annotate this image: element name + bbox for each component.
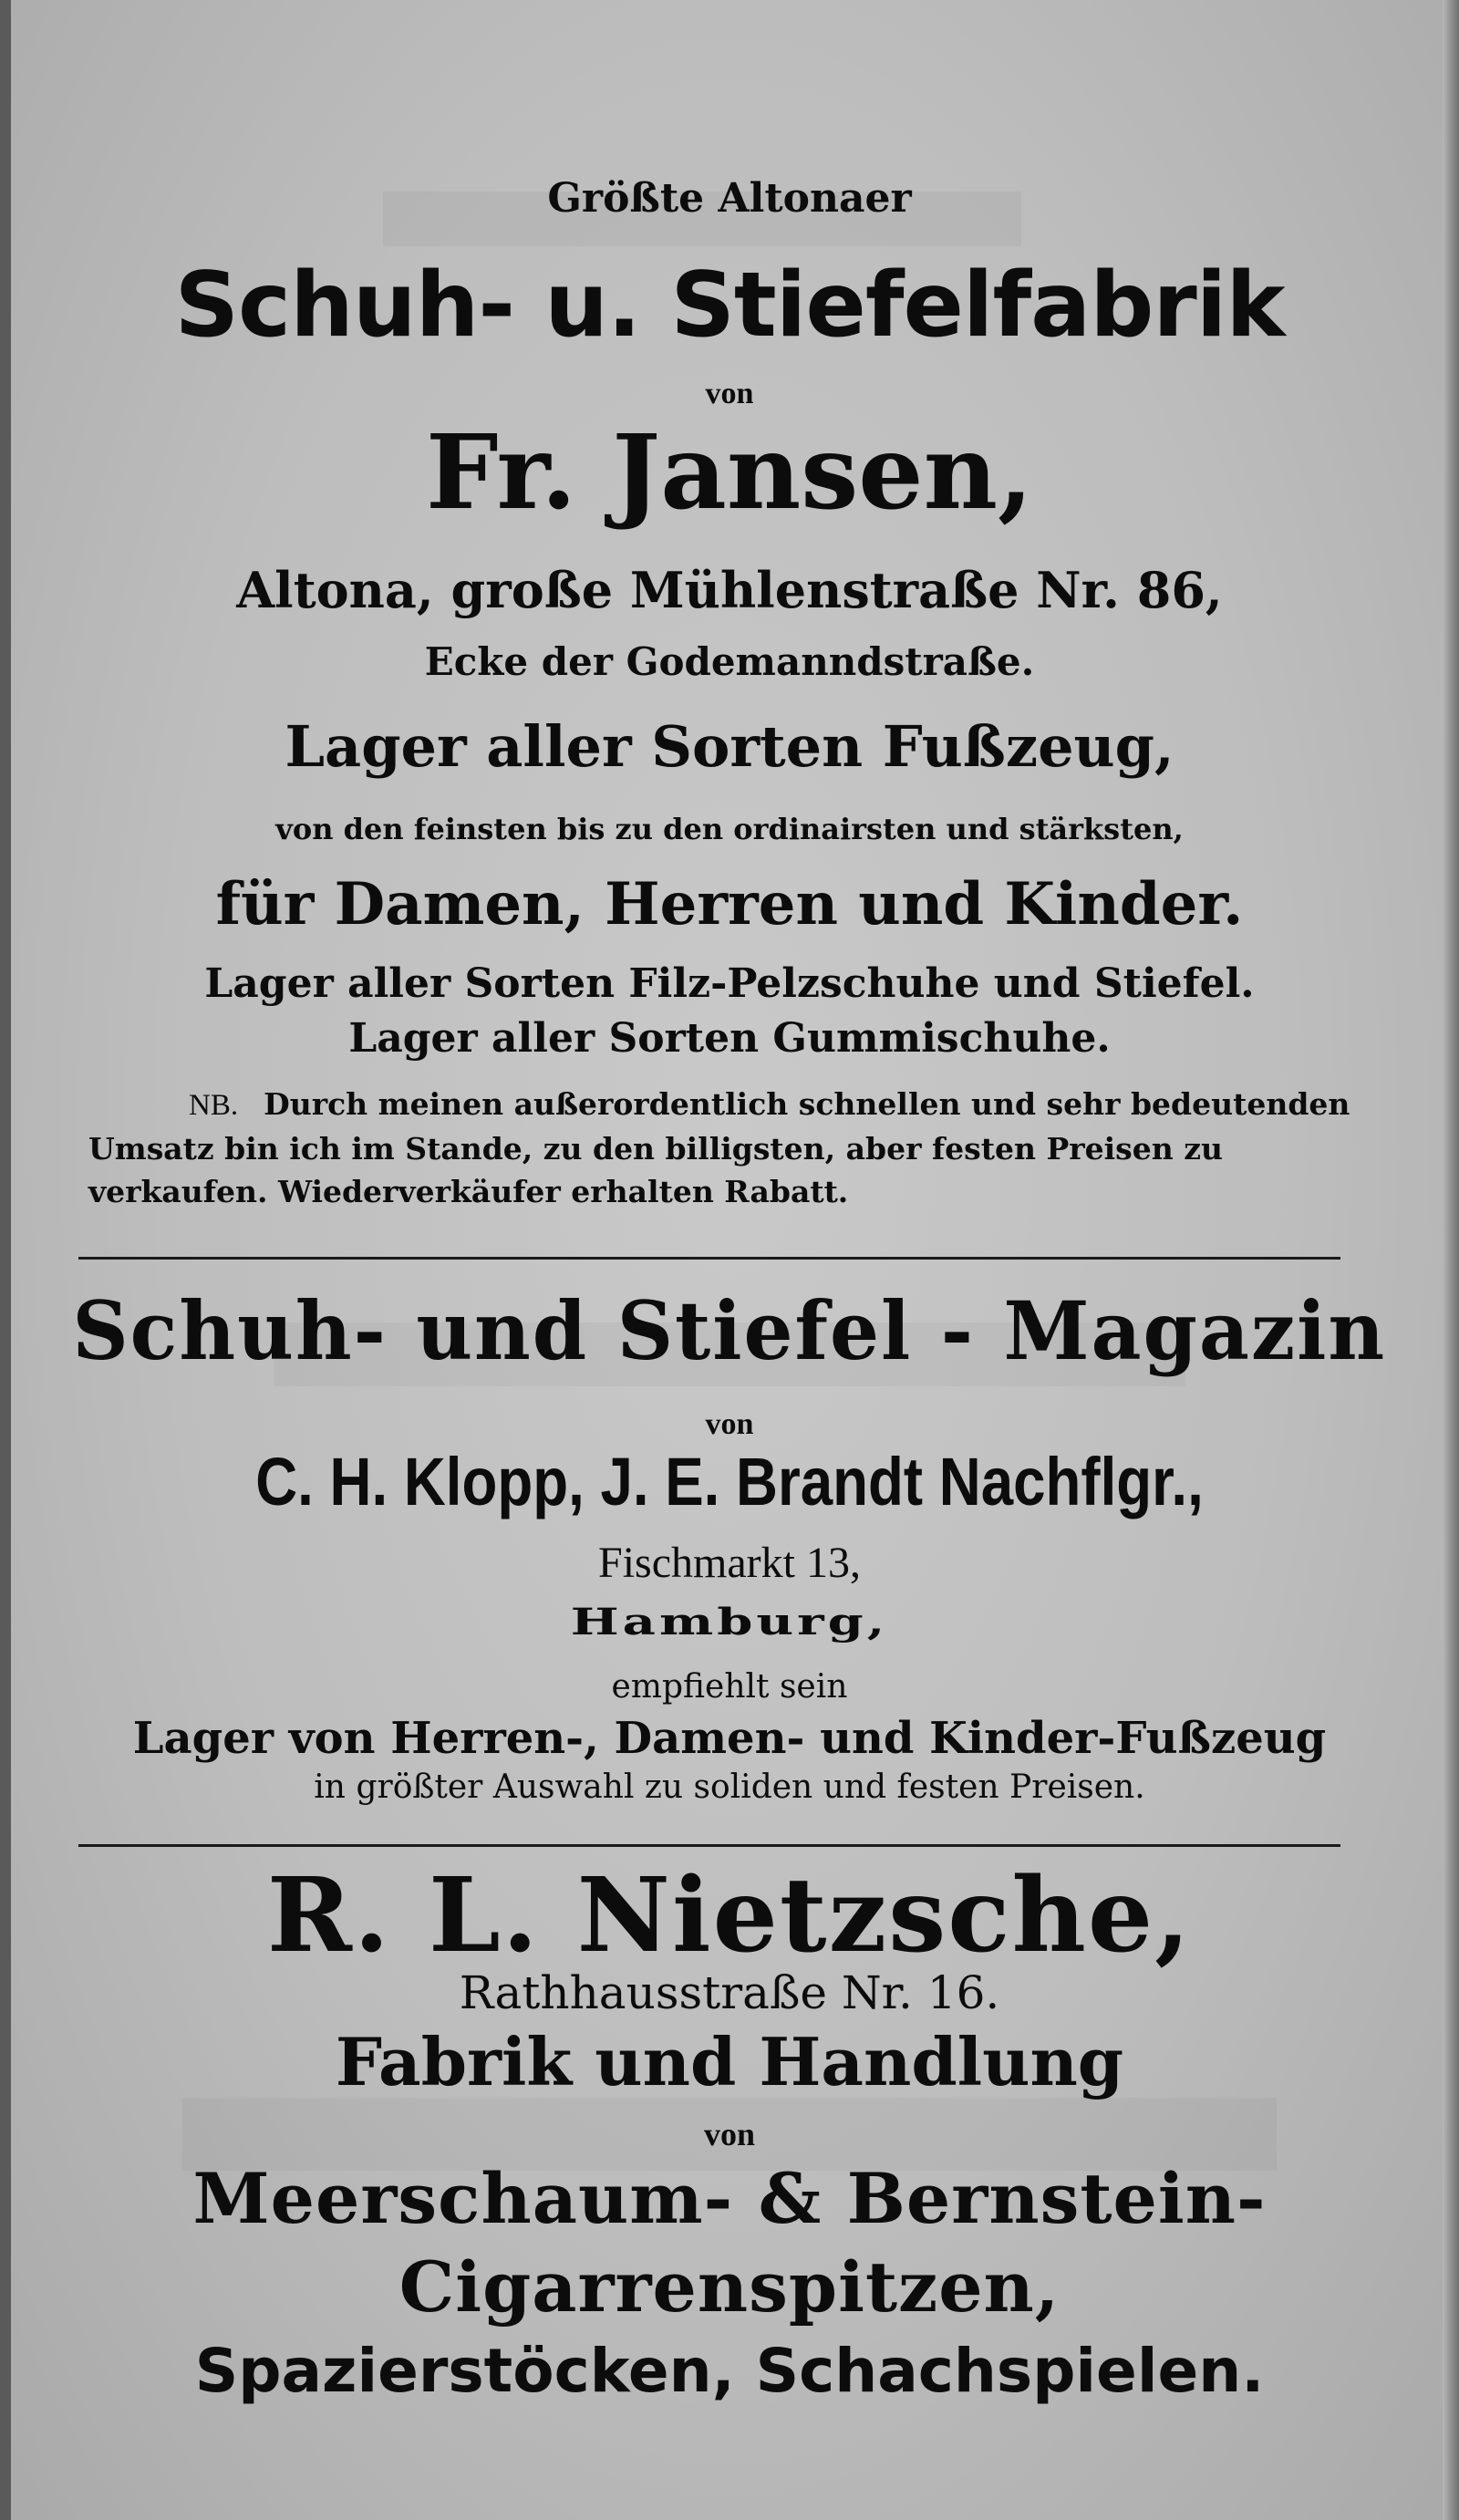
ad2-stock: Lager von Herren-, Damen- und Kinder-Fußzeug (132, 1713, 1327, 1764)
ad3-product-2: Cigarrenspitzen, (398, 2246, 1061, 2328)
ad2-firm-name: C. H. Klopp, J. E. Brandt Nachflgr., (255, 1444, 1204, 1519)
ad1-felt-shoes: Lager aller Sorten Filz-Pelzschuhe und Stiefel. (204, 960, 1255, 1007)
ad2-recommends: empfiehlt sein (611, 1668, 848, 1706)
ad2-headline: Schuh- und Stiefel - Magazin (72, 1283, 1387, 1378)
ad2-street: Fischmarkt 13, (598, 1539, 861, 1587)
ad1-note-line: Umsatz bin ich im Stande, zu den billigsten, aber festen Preisen zu (88, 1131, 1223, 1167)
ad1-von: von (705, 377, 754, 410)
ad1-note (88, 1083, 1356, 1213)
ad2-von: von (705, 1407, 754, 1441)
ad1-note-label: NB. (189, 1089, 239, 1122)
ad1-range: von den feinsten bis zu den ordinairsten und stärksten, (275, 812, 1184, 846)
ad1-address: Altona, große Mühlenstraße Nr. 86, (236, 561, 1223, 619)
ad3-product-3: Spazierstöcken, Schachspielen. (194, 2336, 1265, 2406)
ad3-firm-name: R. L. Nietzsche, (266, 1856, 1193, 1976)
ad1-note-line: Durch meinen außerordentlich schnellen und sehr bedeutenden (264, 1086, 1350, 1122)
ad2-city: Hamburg, (570, 1600, 889, 1644)
ad1-note-line: verkaufen. Wiederverkäufer erhalten Rabatt. (88, 1174, 849, 1209)
ad2-selection: in größter Auswahl zu soliden und festen Preisen. (314, 1768, 1145, 1806)
ad1-corner: Ecke der Godemanndstraße. (424, 639, 1035, 684)
ad3-trade: Fabrik und Handlung (335, 2023, 1124, 2100)
ad1-owner-name: Fr. Jansen, (426, 413, 1033, 533)
ad1-audience: für Damen, Herren und Kinder. (215, 870, 1244, 939)
ad1-stock-heading: Lager aller Sorten Fußzeug, (285, 713, 1174, 780)
ad3-von: von (703, 2116, 756, 2152)
ad1-headline: Schuh- u. Stiefelfabrik (174, 254, 1285, 358)
divider (78, 1257, 1340, 1260)
ad3-product-1: Meerschaum- & Bernstein- (192, 2158, 1267, 2239)
divider (78, 1844, 1340, 1847)
ad1-rubber-shoes: Lager aller Sorten Gummischuhe. (348, 1015, 1111, 1062)
ad3-address: Rathhausstraße Nr. 16. (459, 1966, 1000, 2019)
ad1-tagline: Größte Altonaer (547, 175, 912, 222)
